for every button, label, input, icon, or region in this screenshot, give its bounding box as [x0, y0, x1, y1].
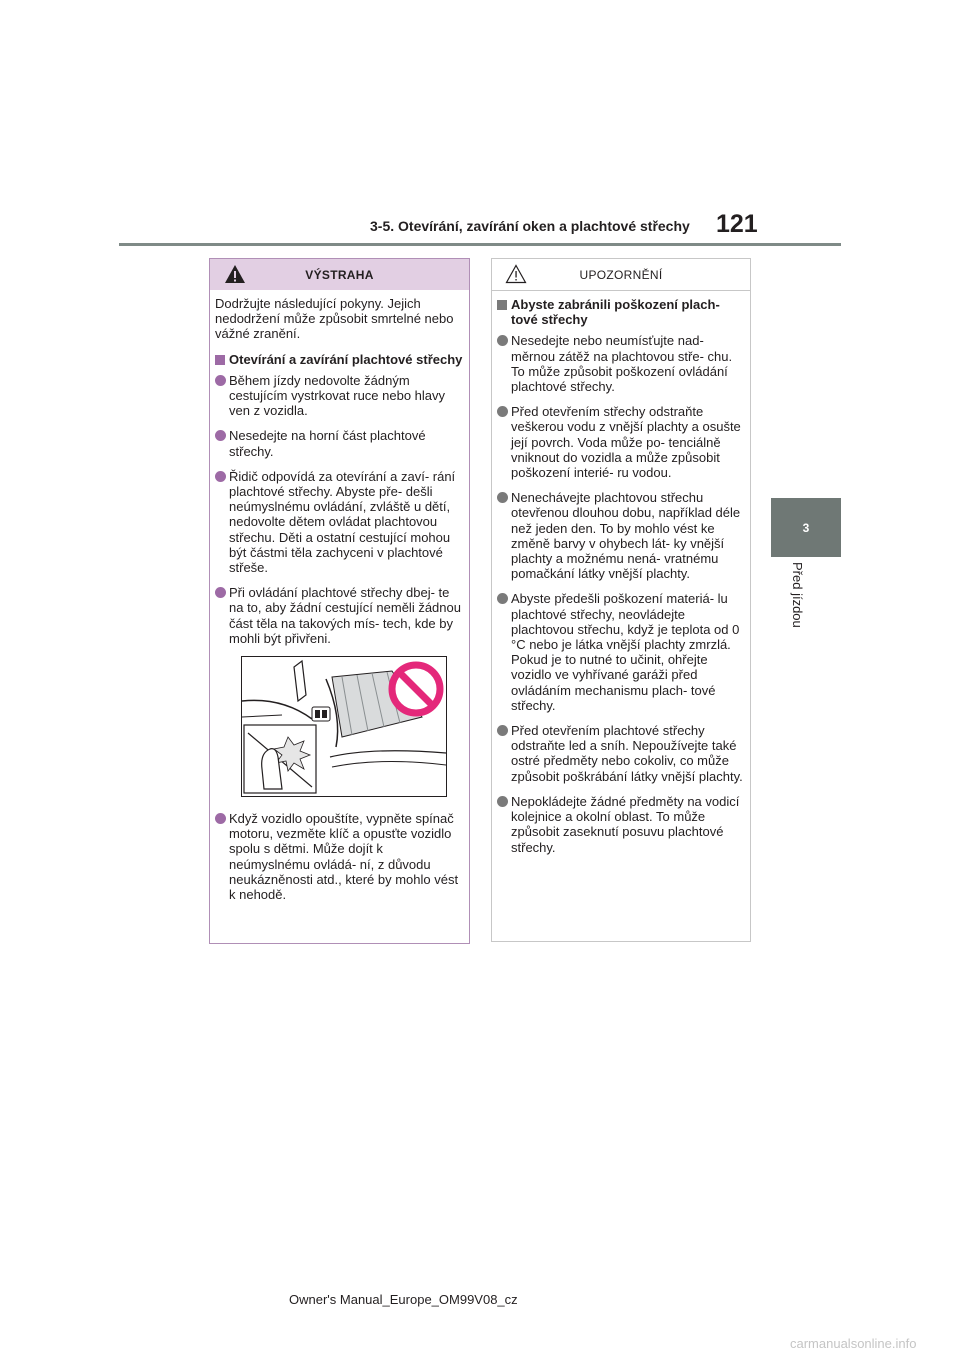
list-item-text: Nepokládejte žádné předměty na vodicí kolejnice a okolní oblast. To může způsobit zaseknutí posuvu plachtové střechy.: [511, 793, 740, 855]
prohibition-sign-icon: [392, 665, 440, 713]
caution-heading-text: Abyste zabránili poškození plach- tové střechy: [511, 297, 720, 328]
page-number: 121: [716, 210, 758, 238]
list-item: [497, 404, 745, 480]
list-item: [497, 723, 745, 784]
warning-title: VÝSTRAHA: [305, 267, 374, 282]
list-item: [497, 333, 745, 394]
round-bullet-icon: [215, 375, 226, 386]
round-bullet-icon: [497, 593, 508, 604]
warning-heading: [215, 352, 464, 367]
caution-title: UPOZORNĚNÍ: [579, 267, 663, 282]
caution-triangle-outline-icon: [505, 264, 527, 284]
round-bullet-icon: [497, 406, 508, 417]
section-title: 3-5. Otevírání, zavírání oken a plachtové střechy: [370, 218, 690, 234]
warning-heading-text: Otevírání a zavírání plachtové střechy: [229, 351, 463, 367]
caution-header: [492, 259, 750, 291]
round-bullet-icon: [497, 492, 508, 503]
list-item: [215, 469, 464, 575]
round-bullet-icon: [215, 471, 226, 482]
list-item: [497, 591, 745, 713]
roof-pinch-illustration: [241, 656, 447, 797]
warning-box: [209, 258, 470, 944]
chapter-number: 3: [802, 520, 810, 535]
square-bullet-icon: [497, 300, 507, 310]
list-item-text: Nesedejte na horní část plachtové střechy.: [229, 428, 426, 459]
list-item: [497, 490, 745, 581]
list-item-text: Řidič odpovídá za otevírání a zaví- rání plachtové střechy. Abyste pře- dešli neúmyslnému ovládání, zvláště u dětí, nedovolte dětem ovládat plachtovou střechu. Děti a ostatní cestující mohou být částmi těla zachyceni v plachtové střeše.: [229, 468, 456, 576]
warning-header: [210, 259, 469, 290]
header-divider: [119, 243, 841, 246]
round-bullet-icon: [215, 813, 226, 824]
list-item-text: Před otevřením střechy odstraňte veškerou vodu z vnější plachty a osušte její povrch. Voda může po- tenciálně vniknout do vozidla a může způsobit poškození interié- ru vodou.: [511, 404, 741, 481]
round-bullet-icon: [497, 335, 508, 346]
watermark[interactable]: carmanualsonline.info: [790, 1336, 917, 1351]
list-item-text: Před otevřením plachtové střechy odstraňte led a sníh. Nepoužívejte také ostré předměty nebo cokoliv, co může způsobit poškrábání látky vnější plachty.: [511, 723, 743, 784]
illustration-drawing: [242, 657, 446, 796]
list-item: [215, 373, 464, 419]
round-bullet-icon: [497, 725, 508, 736]
warning-intro: Dodržujte následující pokyny. Jejich nedodržení může způsobit smrtelné nebo vážné zranění.: [215, 296, 454, 342]
chapter-label: Před jízdou: [790, 562, 805, 628]
list-item-text: Když vozidlo opouštíte, vypněte spínač motoru, vezměte klíč a opusťte vozidlo spolu s dětmi. Může dojít k neúmyslnému ovládá- ní, z důvodu neukázněnosti atd., které by mohlo vést k nehodě.: [229, 811, 459, 903]
round-bullet-icon: [497, 796, 508, 807]
list-item-text: Během jízdy nedovolte žádným cestujícím vystrkovat ruce nebo hlavy ven z vozidla.: [229, 372, 446, 419]
round-bullet-icon: [215, 430, 226, 441]
warning-triangle-icon: [224, 264, 246, 284]
list-item-text: Abyste předešli poškození materiá- lu plachtové střechy, neovládejte plachtovou střechu, když je teplota od 0 °C nebo je látka vnější plachty zmrzlá. Pokud je to nutné to učinit, ohřejte vozidlo ve vyhřívané garáži před ovládáním mechanismu plach- tové střechy.: [511, 591, 740, 713]
chapter-tab[interactable]: [771, 498, 841, 557]
round-bullet-icon: [215, 587, 226, 598]
caution-box: [491, 258, 751, 942]
caution-heading: [497, 297, 745, 327]
footer-manual-id: Owner's Manual_Europe_OM99V08_cz: [289, 1292, 518, 1307]
list-item: [215, 428, 464, 458]
list-item: [497, 794, 745, 855]
square-bullet-icon: [215, 355, 225, 365]
list-item: [215, 811, 464, 902]
list-item-text: Nenechávejte plachtovou střechu otevřenou dlouhou dobu, například déle než jeden den. To by mohlo vést ke změně barvy v ohybech lát- ky vnější plachty a možnému nená- vratnému pomačkání látky vnější plachty.: [511, 490, 741, 582]
list-item: [215, 585, 464, 646]
list-item-text: Nesedejte nebo neumísťujte nad- měrnou zátěž na plachtovou stře- chu. To může způsobit poškození ovládání plachtové střechy.: [511, 333, 733, 395]
list-item-text: Při ovládání plachtové střechy dbej- te na to, aby žádní cestující neměli žádnou část těla na takových mís- tech, kde by mohli být přivřeni.: [229, 585, 461, 646]
